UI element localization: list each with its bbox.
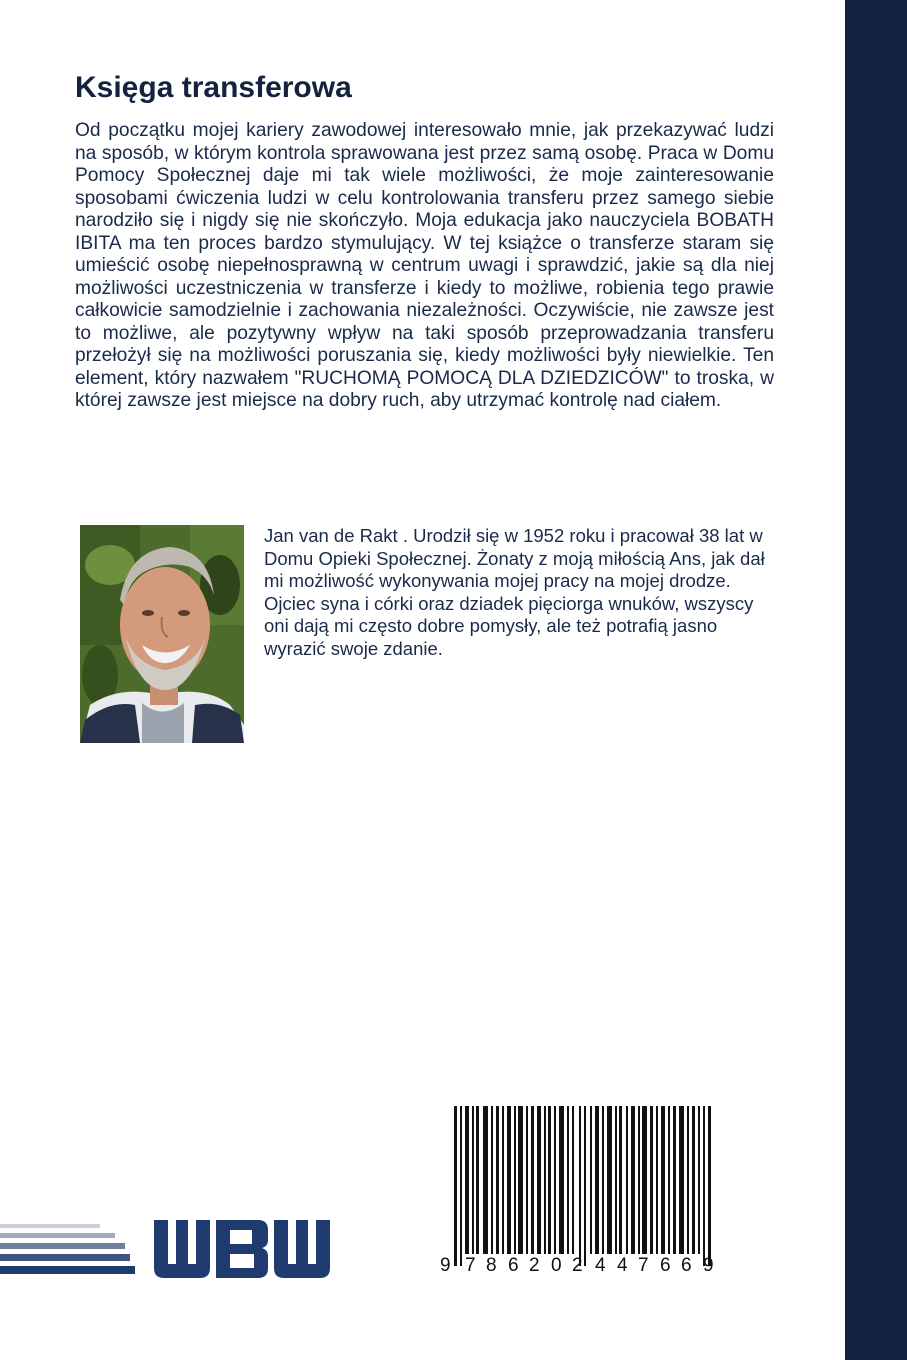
book-blurb: Od początku mojej kariery zawodowej interesowało mnie, jak przekazywać ludzi na sposób, w którym kontrola sprawowana jest przez samą osobę. Praca w Domu Pomocy Społecznej daje mi tak wiele możliwości, że moje zainteresowanie sposobami ćwiczenia ludzi w celu kontrolowania transferu przez samego siebie narodziło się i nigdy się nie skończyło. Moja edukacja jako nauczyciela BOBATH IBITA ma ten proces bardzo stymulujący. W tej książce o transferze staram się umieścić osobę niepełnosprawną w centrum uwagi i sprawdzić, jakie są dla niej możliwości uczestniczenia w transferze i kiedy to możliwe, robienia tego prawie całkowicie samodzielnie i zachowania niezależności. Oczywiście, nie zawsze jest to możliwe, ale pozytywny wpływ na taki sposób przeprowadzania transferu przełożył się na możliwości poruszania się, kiedy możliwości były niewielkie. Ten element, który nazwałem "RUCHOMĄ POMOCĄ DLA DZIEDZICÓW" to troska, w której zawsze jest miejsce na dobry ruch, aby utrzymać kontrolę nad ciałem. xyxy=(75,120,774,411)
isbn-digit: 7 xyxy=(638,1255,649,1276)
isbn-digit: 6 xyxy=(508,1255,519,1276)
publisher-logo xyxy=(0,1218,340,1280)
isbn-barcode xyxy=(440,1106,730,1280)
author-bio: Jan van de Rakt . Urodził się w 1952 roku i pracował 38 lat w Domu Opieki Społecznej. Żonaty z moją miłością Ans, jak dał mi możliwość wykonywania mojej pracy na mojej drodze. Ojciec syna i córki oraz dziadek pięciorga wnuków, wszyscy oni dają mi często dobre pomysły, ale też potrafią jasno wyrazić swoje zdanie. xyxy=(264,525,765,659)
isbn-digit: 9 xyxy=(440,1255,451,1276)
isbn-digit: 4 xyxy=(617,1255,628,1276)
isbn-digit: 7 xyxy=(465,1255,476,1276)
cover-spine xyxy=(845,0,907,1360)
isbn-digit: 8 xyxy=(486,1255,497,1276)
book-title: Księga transferowa xyxy=(75,71,352,104)
author-photo xyxy=(80,525,244,743)
isbn-digit: 2 xyxy=(529,1255,540,1276)
isbn-digit: 4 xyxy=(595,1255,606,1276)
isbn-digit: 0 xyxy=(551,1255,562,1276)
isbn-digits xyxy=(440,1255,730,1279)
isbn-digit: 2 xyxy=(572,1255,583,1276)
isbn-digit: 6 xyxy=(660,1255,671,1276)
isbn-digit: 6 xyxy=(681,1255,692,1276)
isbn-digit: 9 xyxy=(703,1255,714,1276)
